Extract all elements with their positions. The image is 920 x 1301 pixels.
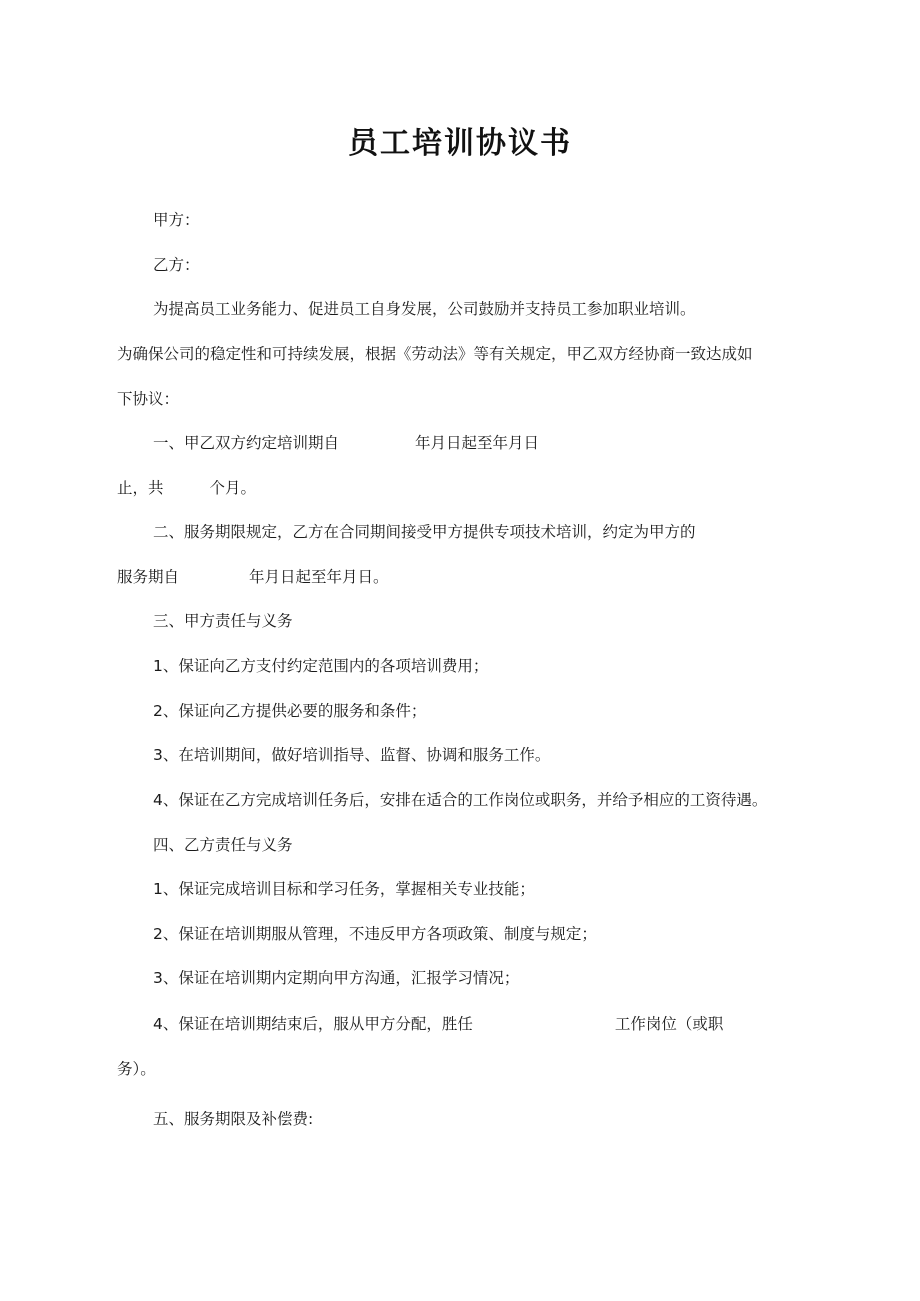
clause-2-line-2 xyxy=(117,567,389,587)
clause-1-text-c: 止，共 xyxy=(117,479,164,497)
section-3-item: 4、保证在乙方完成培训任务后，安排在适合的工作岗位或职务，并给予相应的工资待遇。 xyxy=(153,791,768,809)
section-4-item: 1、保证完成培训目标和学习任务，掌握相关专业技能； xyxy=(153,880,535,898)
clause-1-text-a: 一、甲乙双方约定培训期自 xyxy=(153,434,340,452)
section-3-heading: 三、甲方责任与义务 xyxy=(153,612,293,630)
clause-2-text-b: 服务期自 xyxy=(117,568,180,586)
party-a-line: 甲方： xyxy=(153,211,200,229)
section-4-item: 2、保证在培训期服从管理，不违反甲方各项政策、制度与规定； xyxy=(153,925,597,943)
section-4-item-4-line-1 xyxy=(153,1014,723,1034)
section-4-item: 3、保证在培训期内定期向甲方沟通，汇报学习情况； xyxy=(153,969,520,987)
section-4-item-4-line-2: 务）。 xyxy=(117,1060,156,1078)
intro-line-1: 为提高员工业务能力、促进员工自身发展，公司鼓励并支持员工参加职业培训。 xyxy=(153,300,696,318)
party-b-line: 乙方： xyxy=(153,256,200,274)
clause-1-text-b: 年月日起至年月日 xyxy=(415,434,540,452)
document-title: 员工培训协议书 xyxy=(348,126,572,161)
section-5-heading: 五、服务期限及补偿费: xyxy=(153,1110,314,1128)
clause-1-text-d: 个月。 xyxy=(209,479,257,497)
section-4-heading: 四、乙方责任与义务 xyxy=(153,836,293,854)
section-3-item: 2、保证向乙方提供必要的服务和条件； xyxy=(153,702,427,720)
intro-line-3: 下协议： xyxy=(117,390,180,408)
section-3-item: 1、保证向乙方支付约定范围内的各项培训费用； xyxy=(153,657,489,675)
clause-1-line-2 xyxy=(117,478,256,498)
clause-1-line-1 xyxy=(153,433,539,453)
section-3-item: 3、在培训期间，做好培训指导、监督、协调和服务工作。 xyxy=(153,746,551,764)
clause-2-text-c: 年月日起至年月日。 xyxy=(249,568,389,586)
clause-2-line-1: 二、服务期限规定，乙方在合同期间接受甲方提供专项技术培训，约定为甲方的 xyxy=(153,523,696,541)
intro-line-2: 为确保公司的稳定性和可持续发展，根据《劳动法》等有关规定，甲乙双方经协商一致达成如 xyxy=(117,345,753,363)
section-4-item-4-text-a: 4、保证在培训期结束后，服从甲方分配，胜任 xyxy=(153,1015,473,1033)
section-4-item-4-text-b: 工作岗位（或职 xyxy=(614,1015,724,1033)
